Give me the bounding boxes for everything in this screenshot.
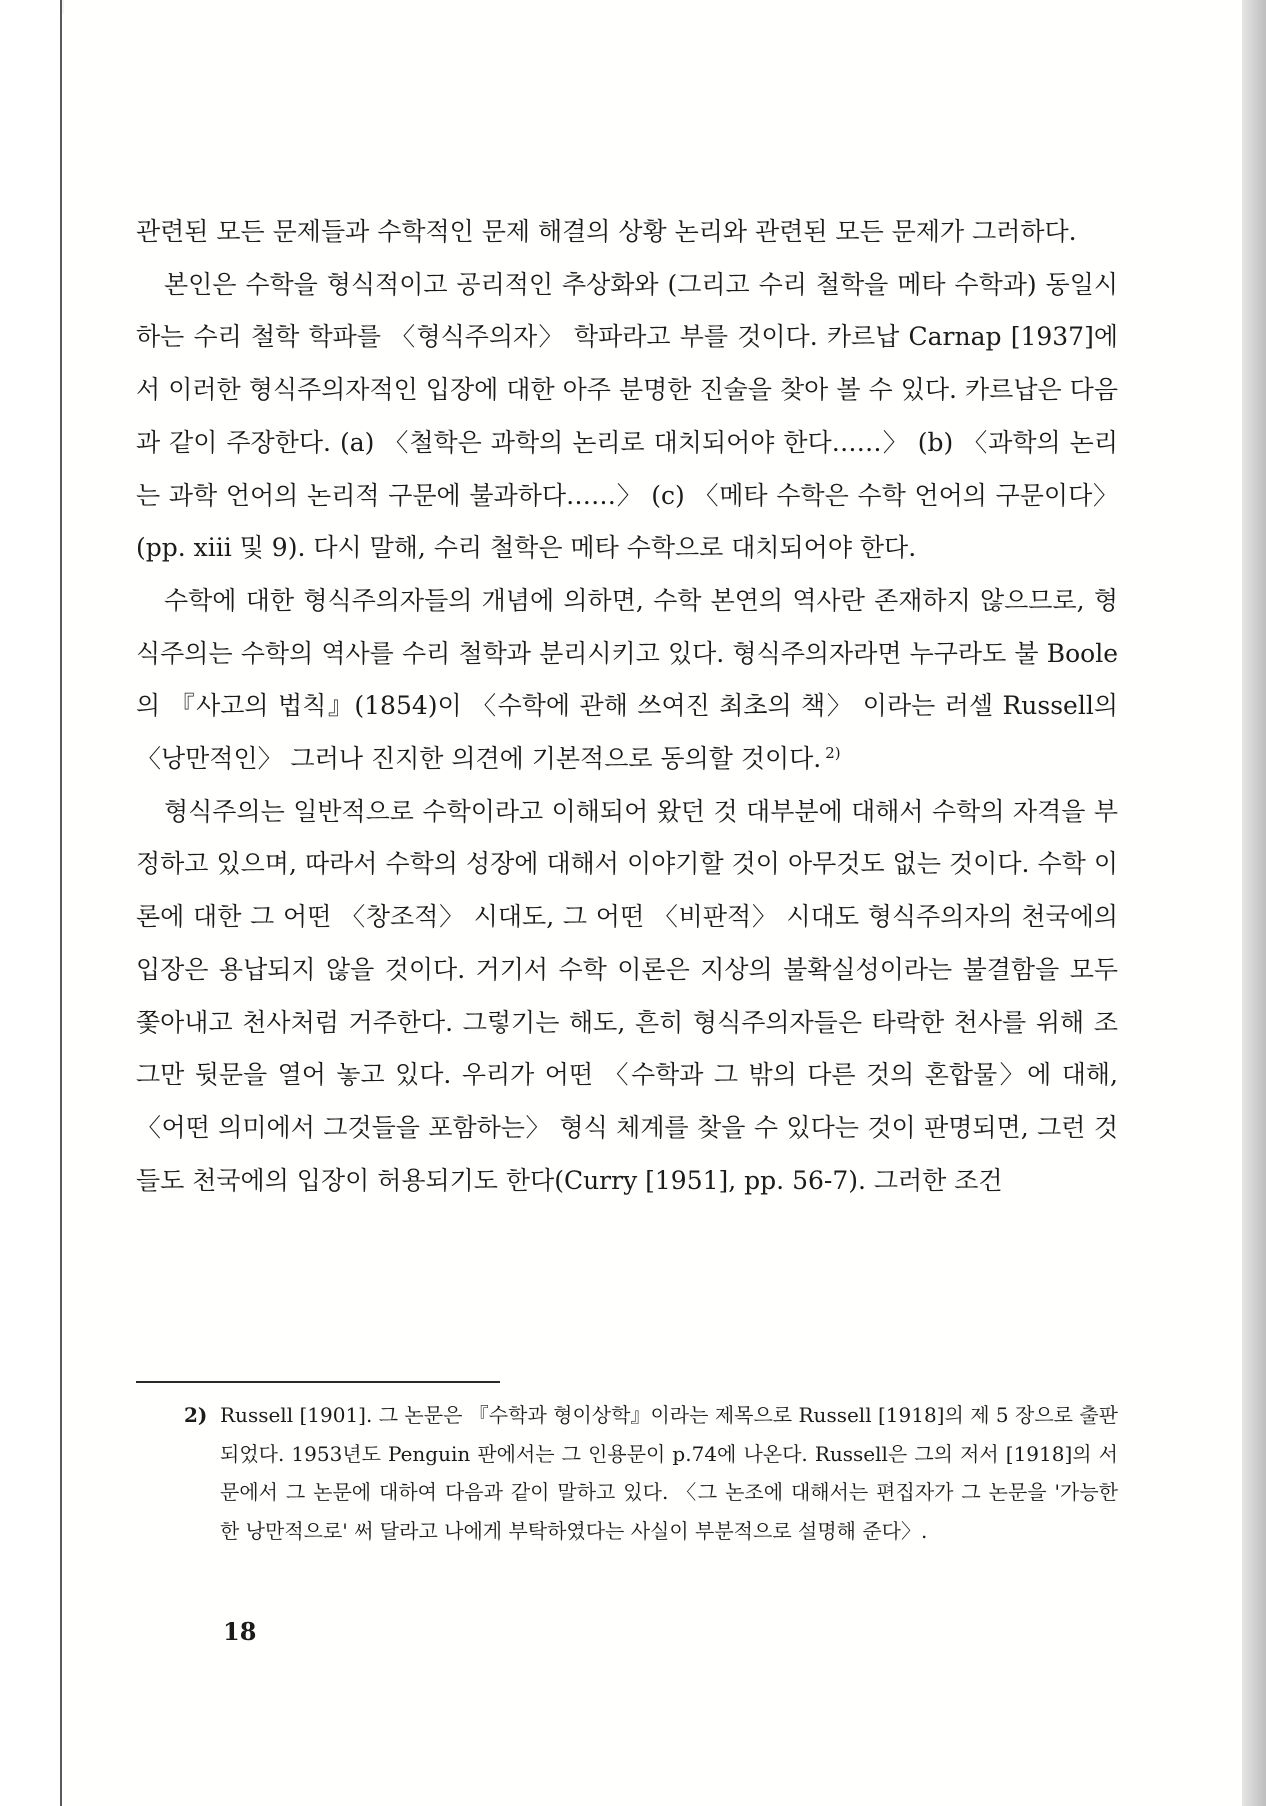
footnote-reference: 2) [825, 744, 841, 763]
footnote-marker: 2) [184, 1403, 208, 1427]
body-text [136, 206, 1118, 1207]
scan-left-margin [0, 0, 62, 1806]
paragraph-text: 수학에 대한 형식주의자들의 개념에 의하면, 수학 본연의 역사란 존재하지 않으므로, 형식주의는 수학의 역사를 수리 철학과 분리시키고 있다. 형식주의자라면 누구라도 불 Boole의 『사고의 법칙』(1854)이 〈수학에 관해 쓰여진 최초의 책〉 이라는 러셀 Russell의 〈낭만적인〉 그러나 진지한 의견에 기본적으로 동의할 것이다. [136, 585, 1118, 774]
paragraph-text: 형식주의는 일반적으로 수학이라고 이해되어 왔던 것 대부분에 대해서 수학의 자격을 부정하고 있으며, 따라서 수학의 성장에 대해서 이야기할 것이 아무것도 없는 것이다. 수학 이론에 대한 그 어떤 〈창조적〉 시대도, 그 어떤 〈비판적〉 시대도 형식주의자의 천국에의 입장은 용납되지 않을 것이다. 거기서 수학 이론은 지상의 불확실성이라는 불결함을 모두 쫓아내고 천사처럼 거주한다. 그렇기는 해도, 흔히 형식주의자들은 타락한 천사를 위해 조그만 뒷문을 열어 놓고 있다. 우리가 어떤 〈수학과 그 밖의 다른 것의 혼합물〉에 대해, 〈어떤 의미에서 그것들을 포함하는〉 형식 체계를 찾을 수 있다는 것이 판명되면, 그런 것들도 천국에의 입장이 허용되기도 한다(Curry [1951], pp. 56-7). 그러한 조건 [136, 796, 1118, 1195]
page-number: 18 [223, 1617, 257, 1646]
paragraph-continued [136, 206, 1118, 259]
footnote-text: Russell [1901]. 그 논문은 『수학과 형이상학』이라는 제목으로 Russell [1918]의 제 5 장으로 출판되었다. 1953년도 Penguin 판에서는 그 인용문이 p.74에 나온다. Russell은 그의 저서 [1918]의 서문에서 그 논문에 대하여 다음과 같이 말하고 있다. 〈그 논조에 대해서는 편집자가 그 논문을 '가능한 한 낭만적으로' 써 달라고 나에게 부탁하였다는 사실이 부분적으로 설명해 준다〉. [220, 1403, 1118, 1544]
footnote-divider [136, 1381, 500, 1383]
paragraph-text: 본인은 수학을 형식적이고 공리적인 추상화와 (그리고 수리 철학을 메타 수학과) 동일시하는 수리 철학 학파를 〈형식주의자〉 학파라고 부를 것이다. 카르납 Carnap [1937]에서 이러한 형식주의자적인 입장에 대한 아주 분명한 진술을 찾아 볼 수 있다. 카르납은 다음과 같이 주장한다. (a) 〈철학은 과학의 논리로 대치되어야 한다……〉 (b) 〈과학의 논리는 과학 언어의 논리적 구문에 불과하다……〉 (c) 〈메타 수학은 수학 언어의 구문이다〉(pp. xiii 및 9). 다시 말해, 수리 철학은 메타 수학으로 대치되어야 한다. [136, 269, 1118, 563]
paragraph [136, 259, 1118, 575]
scan-right-shadow [1242, 0, 1266, 1806]
footnote [184, 1396, 1118, 1551]
paragraph [136, 575, 1118, 786]
paragraph [136, 786, 1118, 1208]
paragraph-text: 관련된 모든 문제들과 수학적인 문제 해결의 상황 논리와 관련된 모든 문제가 그러하다. [136, 217, 1077, 246]
